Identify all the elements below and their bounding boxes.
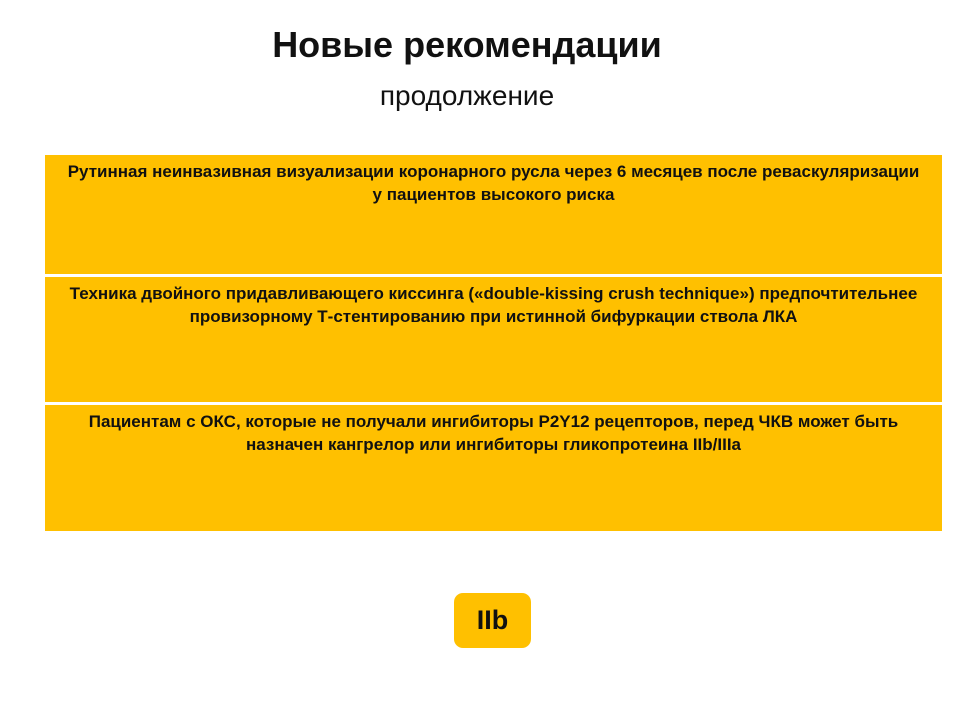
recommendation-text-1: Рутинная неинвазивная визуализации коронарного русла через 6 месяцев после реваскуляризации у пациентов высокого риска — [67, 162, 920, 204]
recommendation-text-2: Техника двойного придавливающего киссинга («double-kissing crush technique») предпочтительнее провизорному Т-стентированию при истинной бифуркации ствола ЛКА — [69, 284, 918, 326]
recommendation-row-2 — [45, 277, 942, 402]
recommendation-row-3 — [45, 405, 942, 531]
recommendation-class-label: IIb — [476, 605, 509, 635]
recommendations-table — [45, 155, 942, 531]
slide-subtitle: продолжение — [379, 80, 555, 111]
slide-title: Новые рекомендации — [272, 24, 662, 65]
recommendation-class-badge — [454, 593, 531, 648]
recommendation-text-3: Пациентам с ОКС, которые не получали ингибиторы P2Y12 рецепторов, перед ЧКВ может быть назначен кангрелор или ингибиторы гликопротеина IIb/IIIa — [88, 412, 899, 454]
recommendation-row-1 — [45, 155, 942, 274]
